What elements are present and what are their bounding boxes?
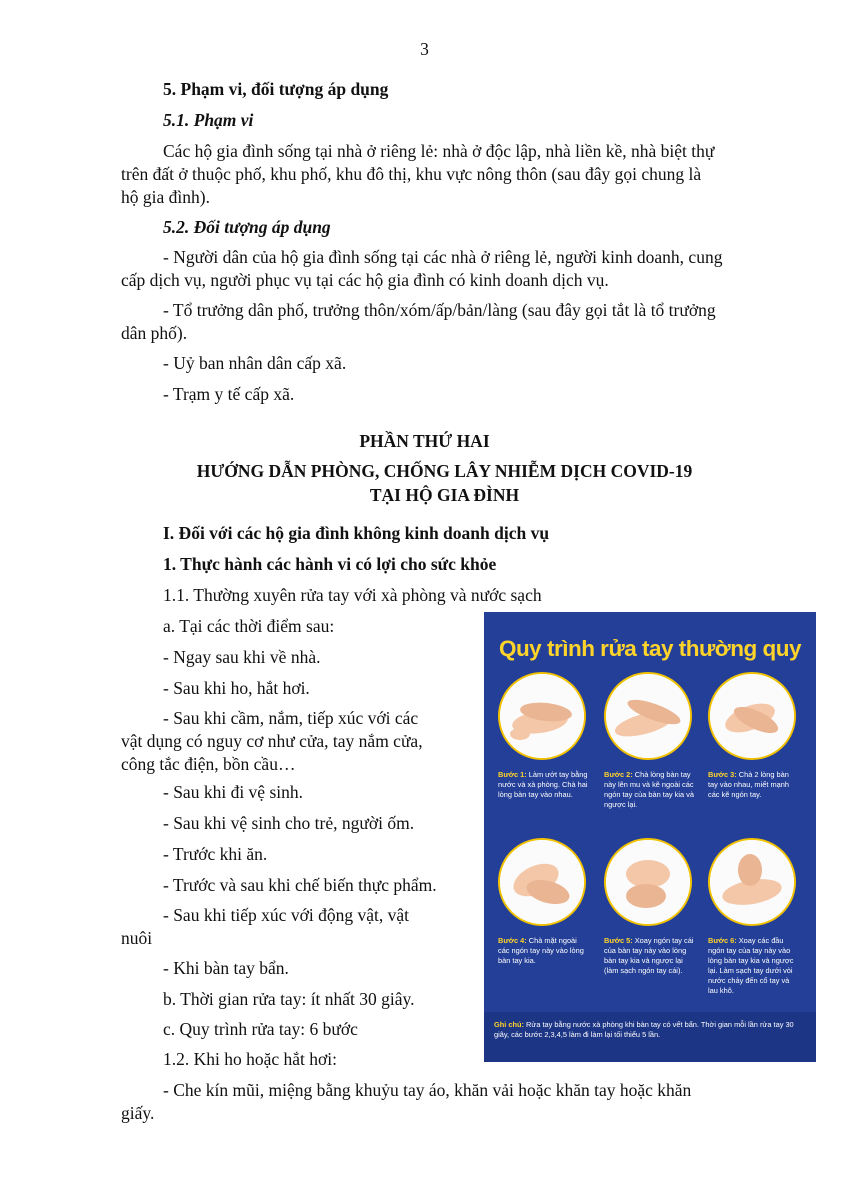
handwashing-poster	[484, 612, 816, 1062]
poster-note-label: Ghi chú:	[494, 1020, 524, 1029]
part-two-title: PHẦN THỨ HAI	[359, 431, 490, 451]
step-6-caption	[708, 936, 800, 996]
step-4-label: Bước 4:	[498, 936, 527, 945]
step-4-illustration	[498, 838, 586, 926]
moment-before-eating: - Trước khi ăn.	[163, 844, 268, 864]
poster-note	[494, 1020, 806, 1040]
step-4-caption	[498, 936, 590, 966]
step-6-label: Bước 6:	[708, 936, 737, 945]
paragraph-5-1-line-2: trên đất ở thuộc phố, khu phố, khu đô thị, khu vực nông thôn (sau đây gọi chung là	[121, 164, 702, 184]
section-5-number: 5.	[163, 79, 177, 99]
list-item-leaders-line-1: - Tổ trưởng dân phố, trưởng thôn/xóm/ấp/bản/làng (sau đây gọi tắt là tổ trưởng	[163, 300, 716, 320]
poster-note-text: Rửa tay bằng nước xà phòng khi bàn tay có vết bẩn. Thời gian mỗi lần rửa tay 30 giây, các bước 2,3,4,5 làm đi làm lại tối thiểu 5 lần.	[494, 1020, 794, 1039]
list-item-residents-line-2: cấp dịch vụ, người phục vụ tại các hộ gia đình có kinh doanh dịch vụ.	[121, 270, 609, 290]
poster-title: Quy trình rửa tay thường quy	[498, 636, 802, 661]
cough-rule-line-2: giấy.	[121, 1103, 155, 1123]
moment-after-touch-line-3: công tắc điện, bồn cầu…	[121, 754, 296, 774]
step-4-text: Chà mặt ngoài các ngón tay này vào lòng bàn tay kia.	[498, 936, 584, 965]
step-5-label: Bước 5:	[604, 936, 633, 945]
step-2-illustration	[604, 672, 692, 760]
moment-after-caring: - Sau khi vệ sinh cho trẻ, người ốm.	[163, 813, 415, 833]
moment-dirty-hands: - Khi bàn tay bẩn.	[163, 958, 289, 978]
moment-after-toilet: - Sau khi đi vệ sinh.	[163, 782, 303, 802]
page-number: 3	[420, 39, 429, 59]
step-6-illustration	[708, 838, 796, 926]
paragraph-5-1-line-1: Các hộ gia đình sống tại nhà ở riêng lẻ: nhà ở độc lập, nhà liền kề, nhà biệt thự	[163, 141, 715, 161]
step-2-text: Chà lòng bàn tay này lên mu và kẽ ngoài các ngón tay của bàn tay kia và ngược lại.	[604, 770, 694, 809]
list-item-health-station: - Trạm y tế cấp xã.	[163, 384, 295, 404]
step-2-caption	[604, 770, 696, 810]
section-1-1-heading: 1.1. Thường xuyên rửa tay với xà phòng và nước sạch	[163, 585, 542, 605]
paragraph-5-1-line-3: hộ gia đình).	[121, 187, 210, 207]
section-i-1-heading: 1. Thực hành các hành vi có lợi cho sức khỏe	[163, 554, 497, 574]
point-b: b. Thời gian rửa tay: ít nhất 30 giây.	[163, 989, 415, 1009]
moment-after-touch-line-1: - Sau khi cầm, nắm, tiếp xúc với các	[163, 708, 419, 728]
step-3-caption	[708, 770, 800, 800]
section-1-2-heading: 1.2. Khi ho hoặc hắt hơi:	[163, 1049, 338, 1069]
part-two-subtitle-line-2: TẠI HỘ GIA ĐÌNH	[369, 485, 520, 505]
moment-after-touch-line-2: vật dụng có nguy cơ như cửa, tay nắm cửa,	[121, 731, 423, 751]
section-5-title: Phạm vi, đối tượng áp dụng	[176, 79, 389, 99]
moment-after-home: - Ngay sau khi về nhà.	[163, 647, 321, 667]
step-3-label: Bước 3:	[708, 770, 737, 779]
part-two-subtitle-line-1: HƯỚNG DẪN PHÒNG, CHỐNG LÂY NHIỄM DỊCH COVID-19	[196, 461, 693, 481]
step-2-label: Bước 2:	[604, 770, 633, 779]
subsection-5-1-heading: 5.1. Phạm vi	[163, 110, 254, 130]
step-3-illustration	[708, 672, 796, 760]
step-6-text: Xoay các đầu ngón tay của tay này vào lòng bàn tay kia và ngược lại. Làm sạch tay dưới vòi nước chảy đến cổ tay và lau khô.	[708, 936, 794, 995]
cough-rule-line-1: - Che kín mũi, miệng bằng khuỷu tay áo, khăn vải hoặc khăn tay hoặc khăn	[163, 1080, 692, 1100]
step-5-caption	[604, 936, 696, 976]
moment-after-cough: - Sau khi ho, hắt hơi.	[163, 678, 310, 698]
subsection-5-2-heading: 5.2. Đối tượng áp dụng	[163, 217, 331, 237]
moment-food-prep: - Trước và sau khi chế biến thực phẩm.	[163, 875, 437, 895]
list-item-residents-line-1: - Người dân của hộ gia đình sống tại các nhà ở riêng lẻ, người kinh doanh, cung	[163, 247, 723, 267]
section-5-heading	[163, 78, 388, 101]
step-1-caption	[498, 770, 590, 800]
step-1-illustration	[498, 672, 586, 760]
step-5-illustration	[604, 838, 692, 926]
step-5-text: Xoay ngón tay cái của bàn tay này vào lòng bàn tay kia và ngược lại (làm sạch ngón tay cái).	[604, 936, 694, 975]
moment-after-animals-line-2: nuôi	[121, 928, 153, 948]
list-item-leaders-line-2: dân phố).	[121, 323, 188, 343]
moment-after-animals-line-1: - Sau khi tiếp xúc với động vật, vật	[163, 905, 409, 925]
step-3-text: Chà 2 lòng bàn tay vào nhau, miết mạnh các kẽ ngón tay.	[708, 770, 789, 799]
list-item-commune-committee: - Uỷ ban nhân dân cấp xã.	[163, 353, 347, 373]
section-i-heading: I. Đối với các hộ gia đình không kinh doanh dịch vụ	[163, 523, 550, 543]
step-1-label: Bước 1:	[498, 770, 527, 779]
point-a: a. Tại các thời điểm sau:	[163, 616, 335, 636]
point-c: c. Quy trình rửa tay: 6 bước	[163, 1019, 358, 1039]
step-1-text: Làm ướt tay bằng nước và xà phòng. Chà hai lòng bàn tay vào nhau.	[498, 770, 588, 799]
